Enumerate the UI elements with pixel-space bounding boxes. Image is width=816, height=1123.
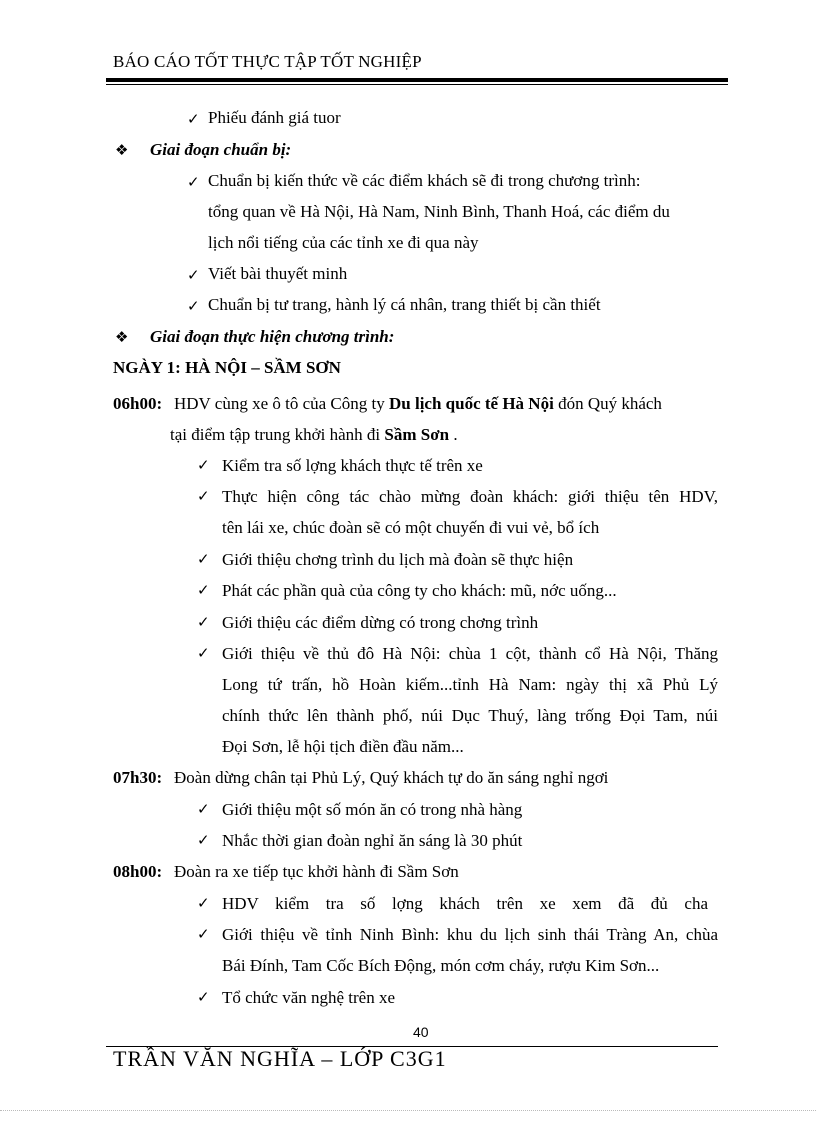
- list-item-continuation: Đọi Sơn, lễ hội tịch điền đầu năm...: [222, 737, 464, 756]
- check-icon: ✓: [197, 550, 210, 568]
- check-icon: ✓: [197, 925, 210, 943]
- day-title: NGÀY 1: HÀ NỘI – SẦM SƠN: [113, 358, 341, 377]
- footer-author: TRẦN VĂN NGHĨA – LỚP C3G1: [113, 1046, 447, 1071]
- list-item: Phát các phần quà của công ty cho khách: mũ, nớc uống...: [222, 581, 617, 600]
- check-icon: ✓: [197, 644, 210, 662]
- company-name: Du lịch quốc tế Hà Nội: [389, 394, 554, 413]
- check-icon: ✓: [197, 988, 210, 1006]
- list-item: Nhắc thời gian đoàn nghỉ ăn sáng là 30 phút: [222, 831, 523, 850]
- check-icon: ✓: [187, 173, 200, 191]
- list-item: Viết bài thuyết minh: [208, 264, 348, 283]
- list-item: Tổ chức văn nghệ trên xe: [222, 988, 396, 1007]
- schedule-text: [174, 394, 662, 414]
- schedule-text: Đoàn ra xe tiếp tục khởi hành đi Sầm Sơn: [174, 862, 459, 881]
- check-icon: ✓: [197, 800, 210, 818]
- list-item: Giới thiệu về thủ đô Hà Nội: chùa 1 cột, thành cổ Hà Nội, Thăng: [222, 644, 718, 663]
- list-item: Giới thiệu một số món ăn có trong nhà hàng: [222, 800, 523, 819]
- check-icon: ✓: [187, 266, 200, 284]
- check-icon: ✓: [197, 831, 210, 849]
- time-label: 07h30:: [113, 768, 163, 787]
- list-item-continuation: tổng quan về Hà Nội, Hà Nam, Ninh Bình, Thanh Hoá, các điểm du: [208, 202, 670, 221]
- check-icon: ✓: [197, 456, 210, 474]
- diamond-bullet-icon: ❖: [115, 141, 129, 159]
- list-item: Giới thiệu các điểm dừng có trong chơng trình: [222, 613, 539, 632]
- list-item-continuation: Bái Đính, Tam Cốc Bích Động, món cơm cháy, rượu Kim Sơn...: [222, 956, 660, 975]
- schedule-text-part: .: [449, 425, 458, 444]
- list-item-continuation: lịch nổi tiếng của các tỉnh xe đi qua này: [208, 233, 479, 252]
- check-icon: ✓: [197, 894, 210, 912]
- check-icon: ✓: [187, 297, 200, 315]
- header-rule-thick: [106, 78, 728, 82]
- page-bottom-border: [0, 1110, 816, 1111]
- time-label: 06h00:: [113, 394, 163, 413]
- list-item-continuation: tên lái xe, chúc đoàn sẽ có một chuyến đi vui vẻ, bổ ích: [222, 518, 600, 537]
- list-item-continuation: Long tứ trấn, hồ Hoàn kiếm...tỉnh Hà Nam: ngày thị xã Phủ Lý: [222, 675, 718, 694]
- section-heading-preparation: Giai đoạn chuẩn bị:: [150, 140, 292, 159]
- schedule-text-part: tại điểm tập trung khởi hành đi: [170, 425, 385, 444]
- check-icon: ✓: [197, 581, 210, 599]
- time-label: 08h00:: [113, 862, 163, 881]
- check-icon: ✓: [197, 613, 210, 631]
- diamond-bullet-icon: ❖: [115, 328, 129, 346]
- page-number: 40: [413, 1024, 429, 1040]
- check-icon: ✓: [187, 110, 200, 128]
- list-item-continuation: chính thức lên thành phố, núi Dục Thuý, làng trống Đọi Tam, núi: [222, 706, 718, 725]
- section-heading-execution: Giai đoạn thực hiện chương trình:: [150, 327, 395, 346]
- schedule-text-part: HDV cùng xe ô tô của Công ty: [174, 394, 389, 413]
- schedule-text: [170, 425, 458, 445]
- list-item: Thực hiện công tác chào mừng đoàn khách: giới thiệu tên HDV,: [222, 487, 718, 506]
- schedule-text-part: đón Quý khách: [553, 394, 662, 413]
- list-item: Chuẩn bị tư trang, hành lý cá nhân, trang thiết bị cần thiết: [208, 295, 601, 314]
- list-item: Kiểm tra số lợng khách thực tế trên xe: [222, 456, 483, 475]
- list-item: Giới thiệu về tỉnh Ninh Bình: khu du lịch sinh thái Tràng An, chùa: [222, 925, 718, 944]
- destination-name: Sầm Sơn: [384, 425, 450, 444]
- list-item: Phiếu đánh giá tuor: [208, 108, 341, 127]
- header-rule-thin: [106, 84, 728, 85]
- list-item: Giới thiệu chơng trình du lịch mà đoàn sẽ thực hiện: [222, 550, 574, 569]
- schedule-text: Đoàn dừng chân tại Phủ Lý, Quý khách tự do ăn sáng nghỉ ngơi: [174, 768, 609, 787]
- page-header-title: BÁO CÁO TỐT THỰC TẬP TỐT NGHIỆP: [113, 52, 422, 71]
- list-item: Chuẩn bị kiến thức về các điểm khách sẽ đi trong chương trình:: [208, 171, 641, 190]
- check-icon: ✓: [197, 487, 210, 505]
- list-item: HDV kiểm tra số lợng khách trên xe xem đã đủ cha: [222, 894, 708, 913]
